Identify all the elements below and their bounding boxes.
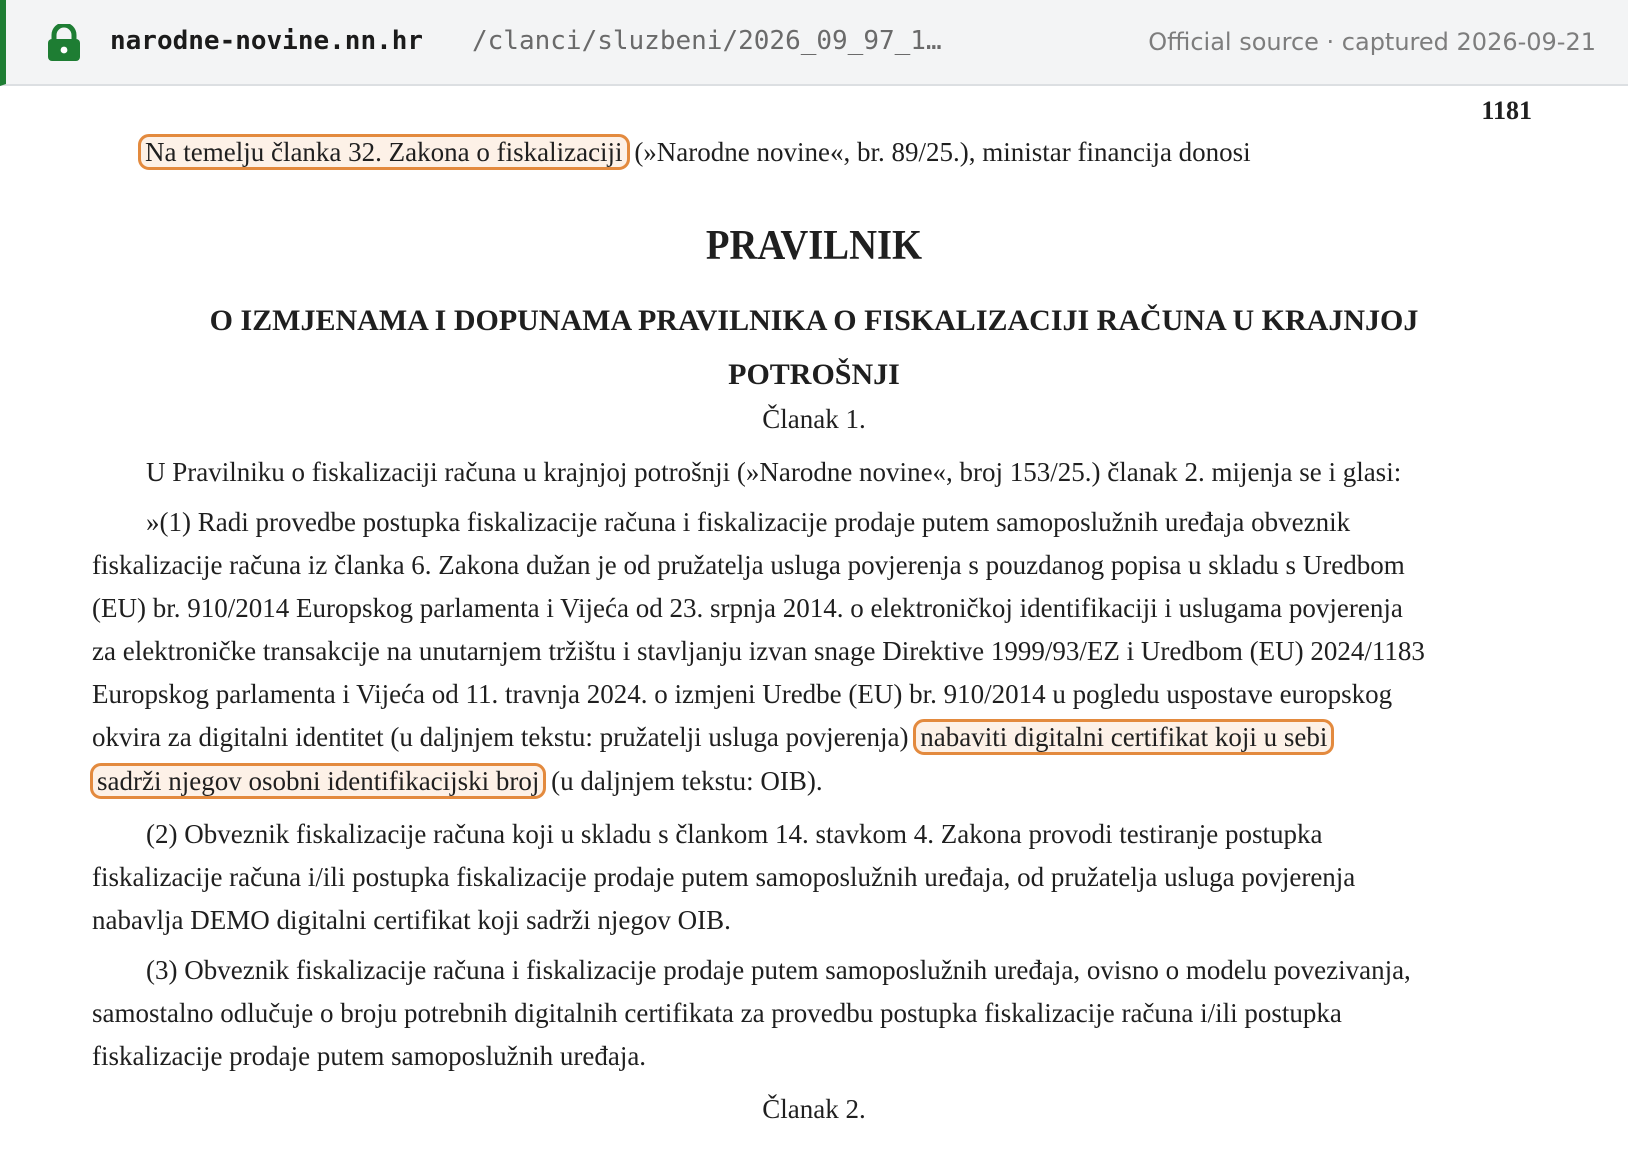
lock-icon	[46, 24, 82, 62]
paragraph-line: fiskalizacije prodaje putem samoposlužnih uređaja.	[92, 1041, 647, 1071]
paragraph-line: (3) Obveznik fiskalizacije računa i fiskalizacije prodaje putem samoposlužnih uređaja, ovisno o modelu povezivanja,	[146, 955, 1411, 985]
paragraph-text: okvira za digitalni identitet (u daljnjem tekstu: pružatelji usluga povjerenja)	[92, 722, 909, 752]
paragraph-line: samostalno odlučuje o broju potrebnih digitalnih certifikata za provedbu postupka fiskalizacije računa i/ili postupka	[92, 998, 1342, 1028]
highlight-certificate: nabaviti digitalni certifikat koji u sebi	[913, 719, 1334, 755]
paragraph-line: fiskalizacije računa i/ili postupka fiskalizacije prodaje putem samoposlužnih uređaja, od pružatelja usluga povjerenja	[92, 862, 1356, 892]
browser-address-bar	[0, 0, 1628, 86]
intro-rest: (»Narodne novine«, br. 89/25.), ministar financija donosi	[634, 137, 1251, 167]
paragraph-line: Europskog parlamenta i Vijeća od 11. travnja 2024. o izmjeni Uredbe (EU) br. 910/2014 u pogledu uspostave europskog	[92, 679, 1393, 709]
paragraph-line: (2) Obveznik fiskalizacije računa koji u skladu s člankom 14. stavkom 4. Zakona provodi testiranje postupka	[146, 819, 1323, 849]
paragraph-text: (u daljnjem tekstu: OIB).	[551, 766, 823, 796]
article-1-intro: U Pravilniku o fiskalizaciji računa u krajnjoj potrošnji (»Narodne novine«, broj 153/25.) članak 2. mijenja se i glasi:	[146, 457, 1402, 487]
highlight-legal-basis: Na temelju članka 32. Zakona o fiskalizaciji	[138, 134, 630, 170]
document-title: PRAVILNIK	[705, 223, 923, 269]
url-domain[interactable]: narodne-novine.nn.hr	[110, 26, 424, 56]
subtitle-line: POTROŠNJI	[728, 358, 900, 391]
page-number: 1181	[1481, 96, 1532, 125]
paragraph-line: fiskalizacije računa iz članka 6. Zakona dužan je od pružatelja usluga povjerenja s pouzdanog popisa u skladu s Uredbom	[92, 550, 1405, 580]
article-2-heading: Članak 2.	[762, 1094, 866, 1124]
document-page	[0, 86, 1628, 1166]
article-1-heading: Članak 1.	[762, 404, 866, 434]
paragraph-line: nabavlja DEMO digitalni certifikat koji sadrži njegov OIB.	[92, 905, 731, 935]
paragraph-line: »(1) Radi provedbe postupka fiskalizacije računa i fiskalizacije prodaje putem samoposlužnih uređaja obveznik	[146, 507, 1351, 537]
document-subtitle	[150, 294, 1478, 402]
intro-paragraph	[140, 130, 1251, 174]
capture-info: Official source · captured 2026-09-21	[1148, 28, 1596, 56]
paragraph-line	[92, 715, 1332, 759]
paragraph-line: (EU) br. 910/2014 Europskog parlamenta i Vijeća od 23. srpnja 2014. o elektroničkoj identifikaciji i uslugama povjerenja	[92, 593, 1403, 623]
paragraph-line: za elektroničke transakcije na unutarnjem tržištu i stavljanju izvan snage Direktive 1999/93/EZ i Uredbom (EU) 2024/1183	[92, 636, 1425, 666]
url-path[interactable]: /clanci/sluzbeni/2026_09_97_1…	[472, 26, 942, 56]
subtitle-line: O IZMJENAMA I DOPUNAMA PRAVILNIKA O FISKALIZACIJI RAČUNA U KRAJNJOJ	[209, 304, 1419, 337]
highlight-oib: sadrži njegov osobni identifikacijski broj	[90, 763, 546, 799]
paragraph-line	[92, 759, 823, 803]
